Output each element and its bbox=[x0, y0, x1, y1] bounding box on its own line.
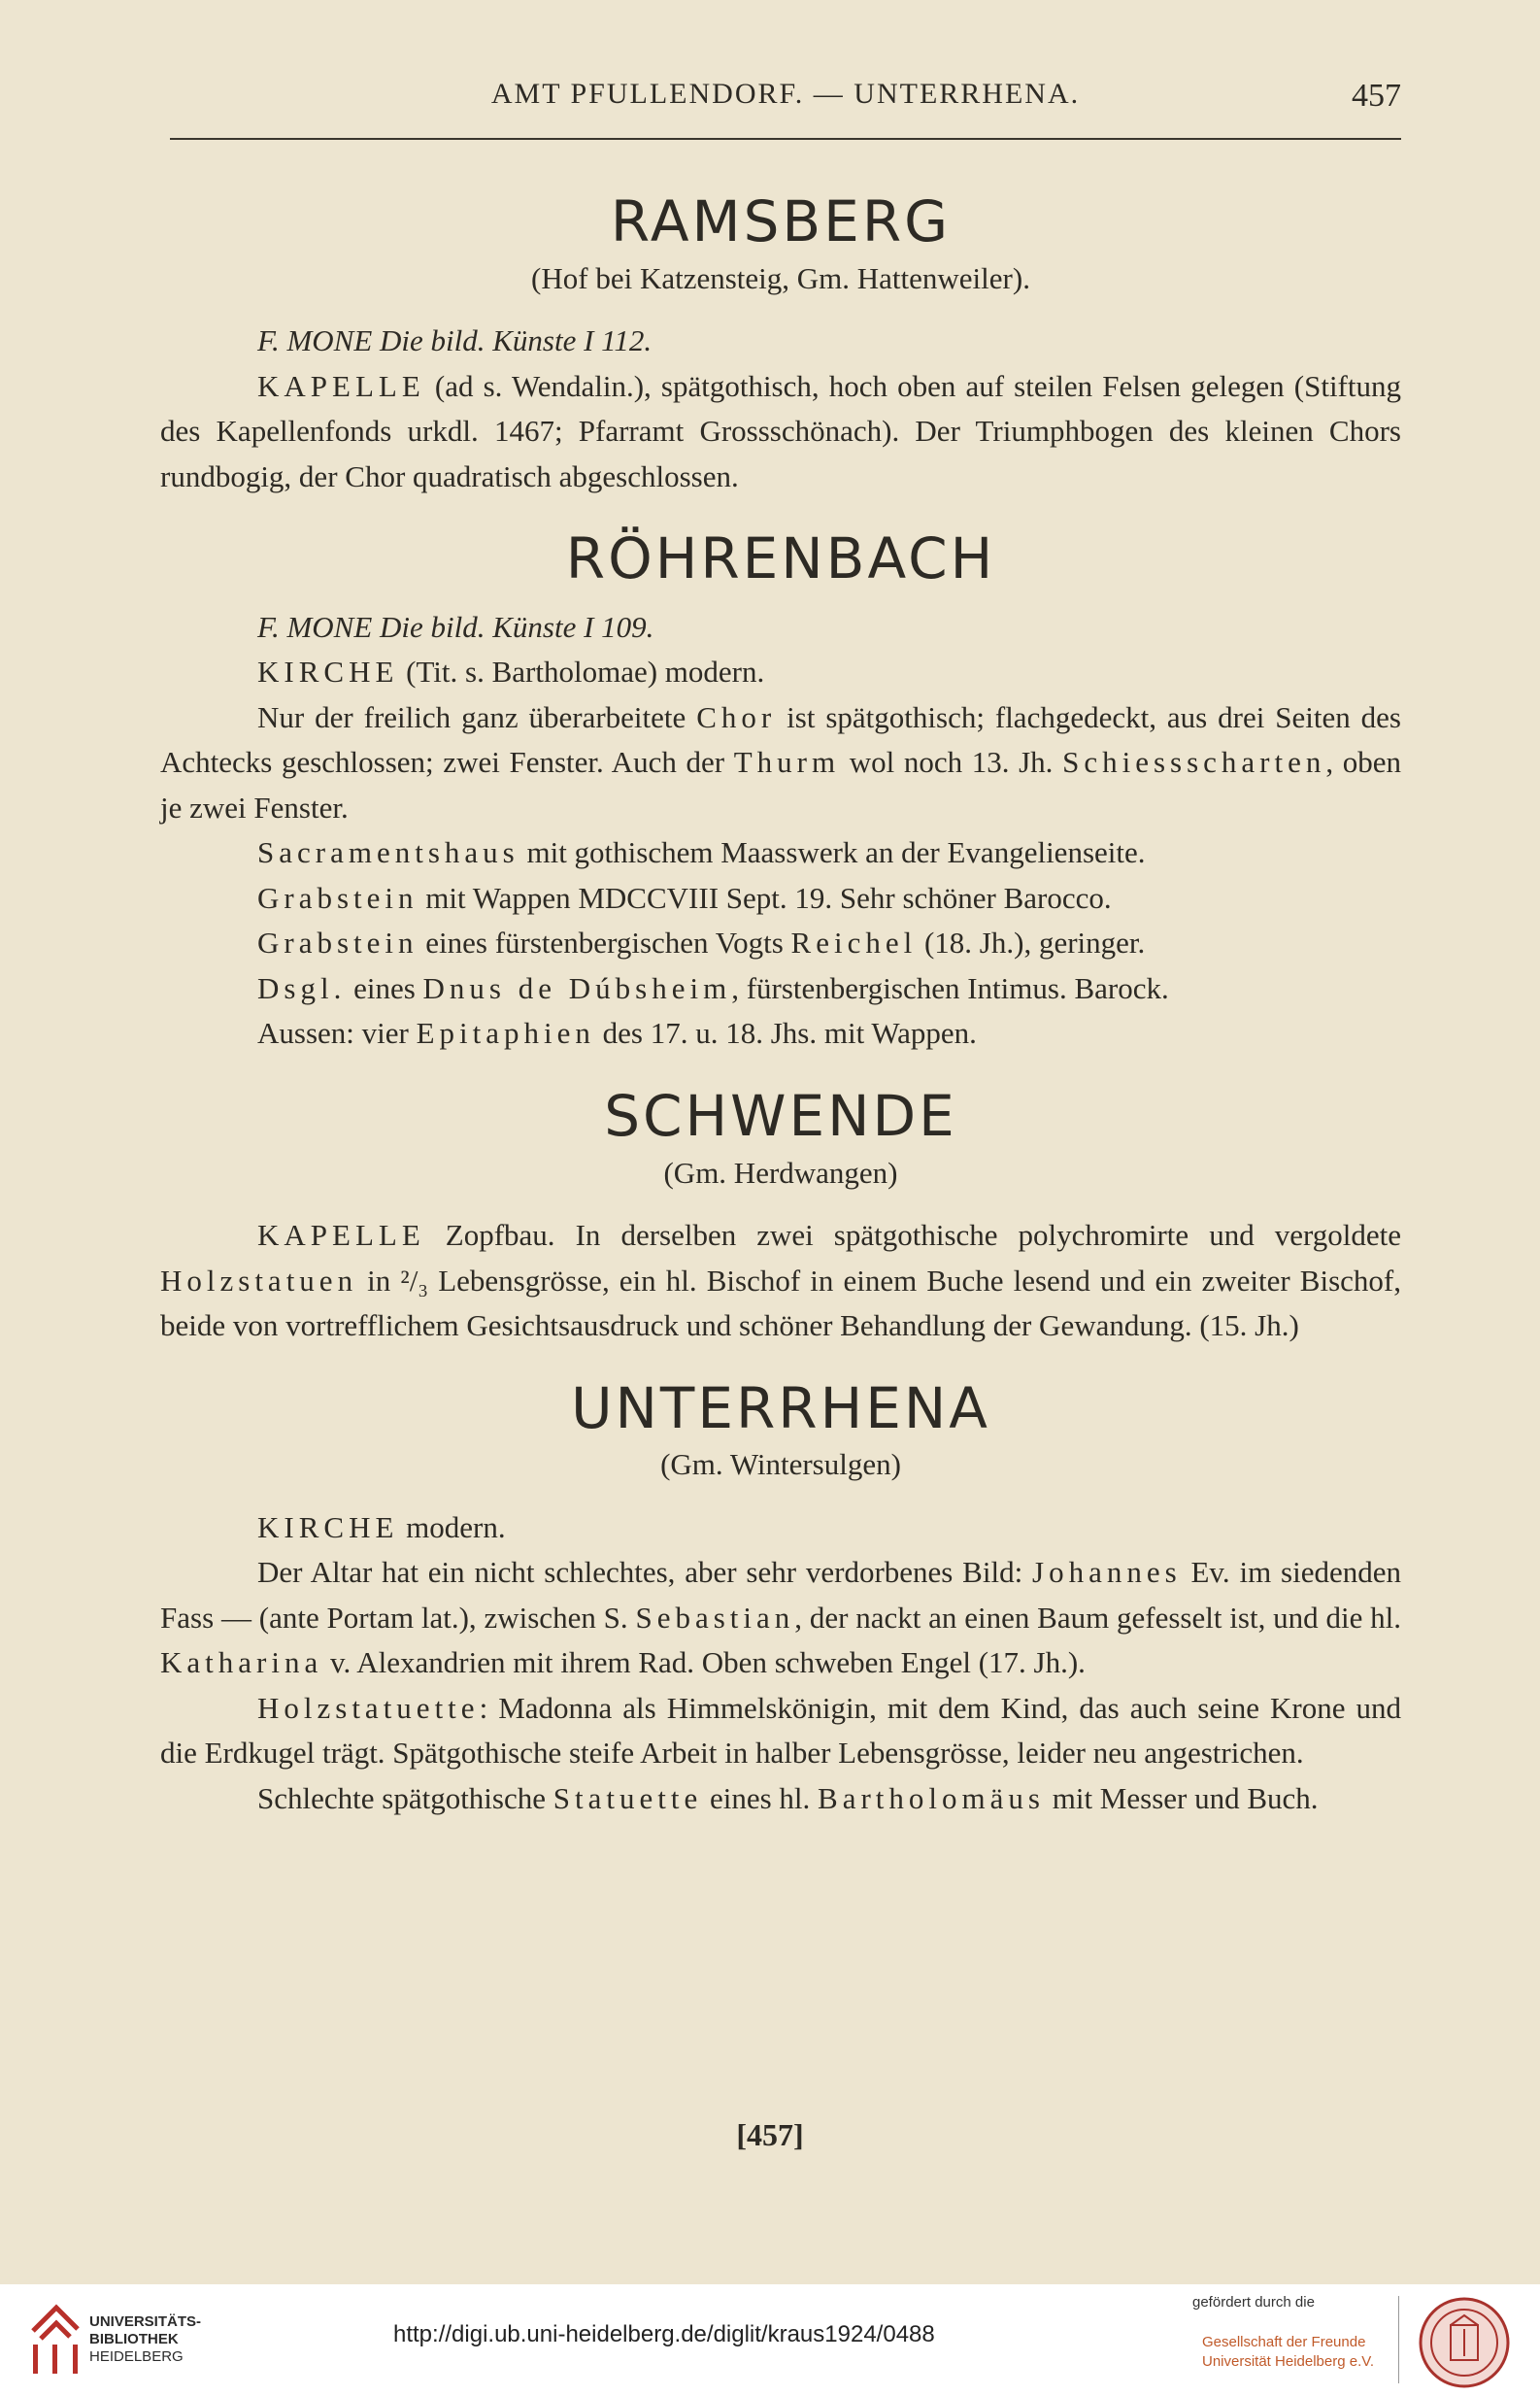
paragraph: Nur der freilich ganz überarbeitete Chor ist spätgothisch; flachgedeckt, aus drei Seiten des Achtecks geschlossen; zwei Fenster. Auch der Thurm wol noch 13. Jh. Schiessscharten, oben je zwei Fenster. bbox=[160, 699, 1402, 825]
society-name: Gesellschaft der Freunde Universität Heidelberg e.V. bbox=[1202, 2334, 1375, 2370]
paragraph: KAPELLE Zopfbau. In derselben zwei spätgothische polychromirte und vergoldete Holzstatuen in ²/₃ Lebensgrösse, ein hl. Bischof in einem Buche lesend und ein zweiter Bischof, beide von vortrefflichem Gesichtsausdruck und schöner Behandlung der Gewandung. (15. Jh.) bbox=[160, 1218, 1401, 1343]
paragraph: Aussen: vier Epitaphien des 17. u. 18. Jhs. mit Wappen. bbox=[257, 1016, 977, 1051]
section-title-ramsberg: RAMSBERG bbox=[610, 188, 952, 254]
paragraph: Der Altar hat ein nicht schlechtes, aber sehr verdorbenes Bild: Johannes Ev. im siedenden Fass — (ante Portam lat.), zwischen S. Sebastian, der nackt an einen Baum gefesselt ist, und die hl. Katharina v. Alexandrien mit ihrem Rad. Oben schweben Engel (17. Jh.). bbox=[160, 1555, 1401, 1680]
paragraph: Grabstein eines fürstenbergischen Vogts Reichel (18. Jh.), geringer. bbox=[257, 926, 1146, 961]
funded-by-label: gefördert durch die bbox=[1192, 2294, 1315, 2311]
library-name: UNIVERSITÄTS- BIBLIOTHEK HEIDELBERG bbox=[89, 2313, 202, 2365]
section-title-unterrhena: UNTERRHENA bbox=[571, 1374, 990, 1441]
header-rule bbox=[170, 138, 1401, 140]
running-head-page-number: 457 bbox=[1352, 78, 1401, 114]
paragraph: KIRCHE (Tit. s. Bartholomae) modern. bbox=[257, 655, 765, 690]
source-reference: F. MONE Die bild. Künste I 109. bbox=[257, 609, 654, 644]
text-column bbox=[160, 189, 1401, 1821]
running-head-title: AMT PFULLENDORF. — UNTERRHENA. bbox=[490, 78, 1081, 110]
permalink-url[interactable]: http://digi.ub.uni-heidelberg.de/diglit/kraus1924/0488 bbox=[393, 2321, 935, 2347]
paragraph: KIRCHE modern. bbox=[257, 1509, 506, 1544]
paragraph: KAPELLE (ad s. Wendalin.), spätgothisch, hoch oben auf steilen Felsen gelegen (Stiftung des Kapellenfonds urkdl. 1467; Pfarramt Grossschönach). Der Triumphbogen des kleinen Chors rundbogig, der Chor quadratisch abgeschlossen. bbox=[160, 368, 1401, 493]
page-footer-number: [457] bbox=[736, 2117, 804, 2152]
digitization-footer bbox=[0, 2284, 1540, 2396]
section-subtitle-ramsberg: (Hof bei Katzensteig, Gm. Hattenweiler). bbox=[531, 260, 1030, 295]
paragraph: Grabstein mit Wappen MDCCVIII Sept. 19. Sehr schöner Barocco. bbox=[257, 880, 1112, 915]
paragraph: Sacramentshaus mit gothischem Maasswerk an der Evangelienseite. bbox=[257, 835, 1146, 870]
running-head bbox=[170, 78, 1401, 117]
library-logo-icon bbox=[27, 2302, 84, 2378]
university-seal-icon bbox=[1418, 2296, 1511, 2389]
section-subtitle-unterrhena: (Gm. Wintersulgen) bbox=[660, 1447, 901, 1482]
paragraph: Dsgl. eines Dnus de Dúbsheim, fürstenbergischen Intimus. Barock. bbox=[257, 970, 1169, 1005]
source-reference: F. MONE Die bild. Künste I 112. bbox=[257, 323, 653, 358]
footer-divider bbox=[1398, 2296, 1399, 2383]
paragraph: Holzstatuette: Madonna als Himmelskönigin, mit dem Kind, das auch seine Krone und die Erdkugel trägt. Spätgothische steife Arbeit in halber Lebensgrösse, leider neu angestrichen. bbox=[160, 1690, 1401, 1771]
section-title-schwende: SCHWENDE bbox=[604, 1082, 957, 1149]
section-title-roehrenbach: RÖHRENBACH bbox=[565, 525, 996, 592]
section-subtitle-schwende: (Gm. Herdwangen) bbox=[663, 1155, 898, 1190]
paragraph: Schlechte spätgothische Statuette eines hl. Bartholomäus mit Messer und Buch. bbox=[257, 1780, 1319, 1815]
